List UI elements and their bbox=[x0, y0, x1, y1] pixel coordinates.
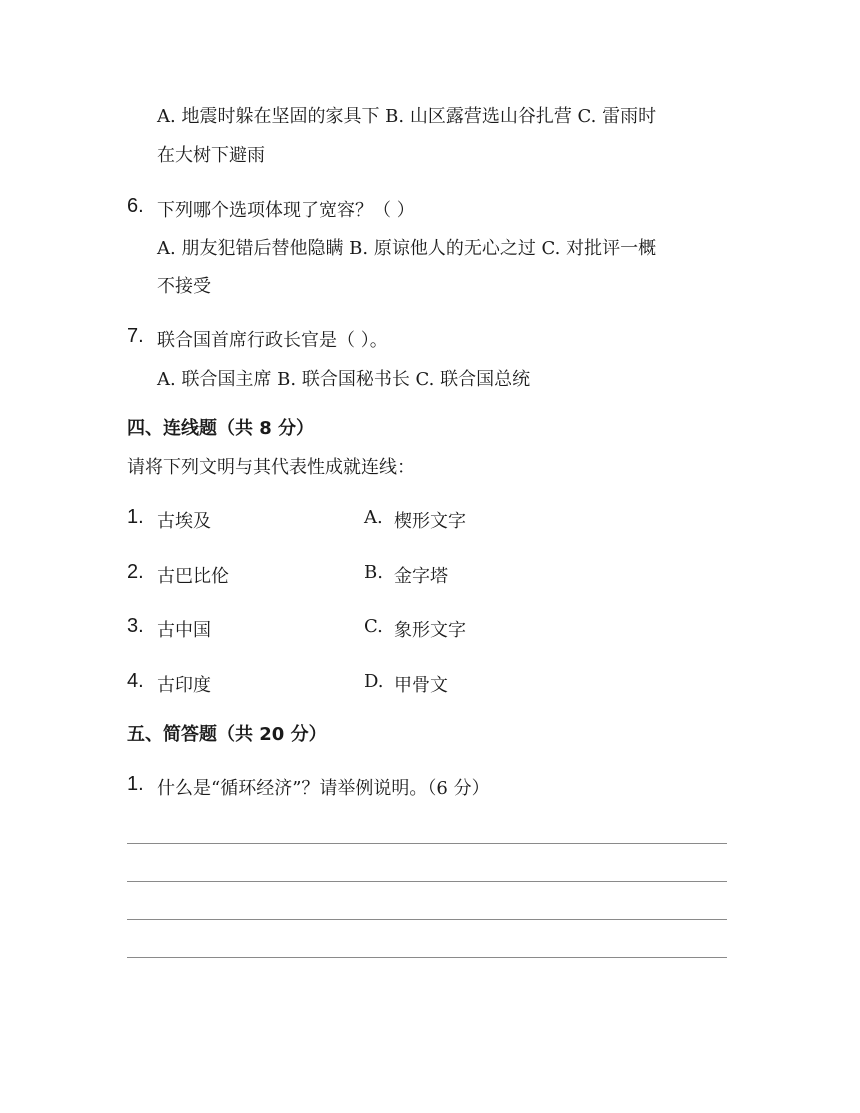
section-5-heading: 五、简答题（共 20 分） bbox=[127, 724, 327, 745]
section-4-heading: 四、连线题（共 8 分） bbox=[127, 418, 315, 439]
match-right-item: 楔形文字 bbox=[394, 511, 466, 532]
match-left-item: 古埃及 bbox=[157, 511, 211, 532]
q6-options-line-2: 不接受 bbox=[157, 276, 211, 297]
match-right-label: A. bbox=[364, 507, 383, 528]
answer-line[interactable] bbox=[127, 957, 727, 958]
s5-q1-number: 1. bbox=[127, 773, 144, 795]
match-right-item: 象形文字 bbox=[394, 620, 466, 641]
match-right-label: D. bbox=[364, 671, 384, 692]
match-right-label: C. bbox=[364, 616, 383, 637]
q5-options-line-2: 在大树下避雨 bbox=[157, 145, 265, 166]
match-left-number: 2. bbox=[127, 561, 144, 583]
answer-line[interactable] bbox=[127, 919, 727, 920]
match-right-label: B. bbox=[364, 562, 383, 583]
q7-number: 7. bbox=[127, 325, 144, 347]
q6-number: 6. bbox=[127, 195, 144, 217]
q7-stem: 联合国首席行政长官是（ ）。 bbox=[157, 330, 388, 351]
q6-stem: 下列哪个选项体现了宽容？（ ） bbox=[157, 200, 415, 221]
match-left-item: 古中国 bbox=[157, 620, 211, 641]
section-4-instruction: 请将下列文明与其代表性成就连线： bbox=[127, 457, 415, 478]
match-left-item: 古印度 bbox=[157, 675, 211, 696]
q5-options-line-1: A. 地震时躲在坚固的家具下 B. 山区露营选山谷扎营 C. 雷雨时 bbox=[157, 106, 657, 127]
answer-line[interactable] bbox=[127, 843, 727, 844]
s5-q1-text: 什么是“循环经济”？请举例说明。（6 分） bbox=[157, 778, 490, 799]
answer-line[interactable] bbox=[127, 881, 727, 882]
q6-options-line-1: A. 朋友犯错后替他隐瞒 B. 原谅他人的无心之过 C. 对批评一概 bbox=[157, 238, 657, 259]
match-right-item: 甲骨文 bbox=[394, 675, 448, 696]
match-left-item: 古巴比伦 bbox=[157, 566, 229, 587]
q7-options: A. 联合国主席 B. 联合国秘书长 C. 联合国总统 bbox=[157, 369, 531, 390]
match-right-item: 金字塔 bbox=[394, 566, 448, 587]
match-left-number: 4. bbox=[127, 670, 144, 692]
match-left-number: 3. bbox=[127, 615, 144, 637]
match-left-number: 1. bbox=[127, 506, 144, 528]
